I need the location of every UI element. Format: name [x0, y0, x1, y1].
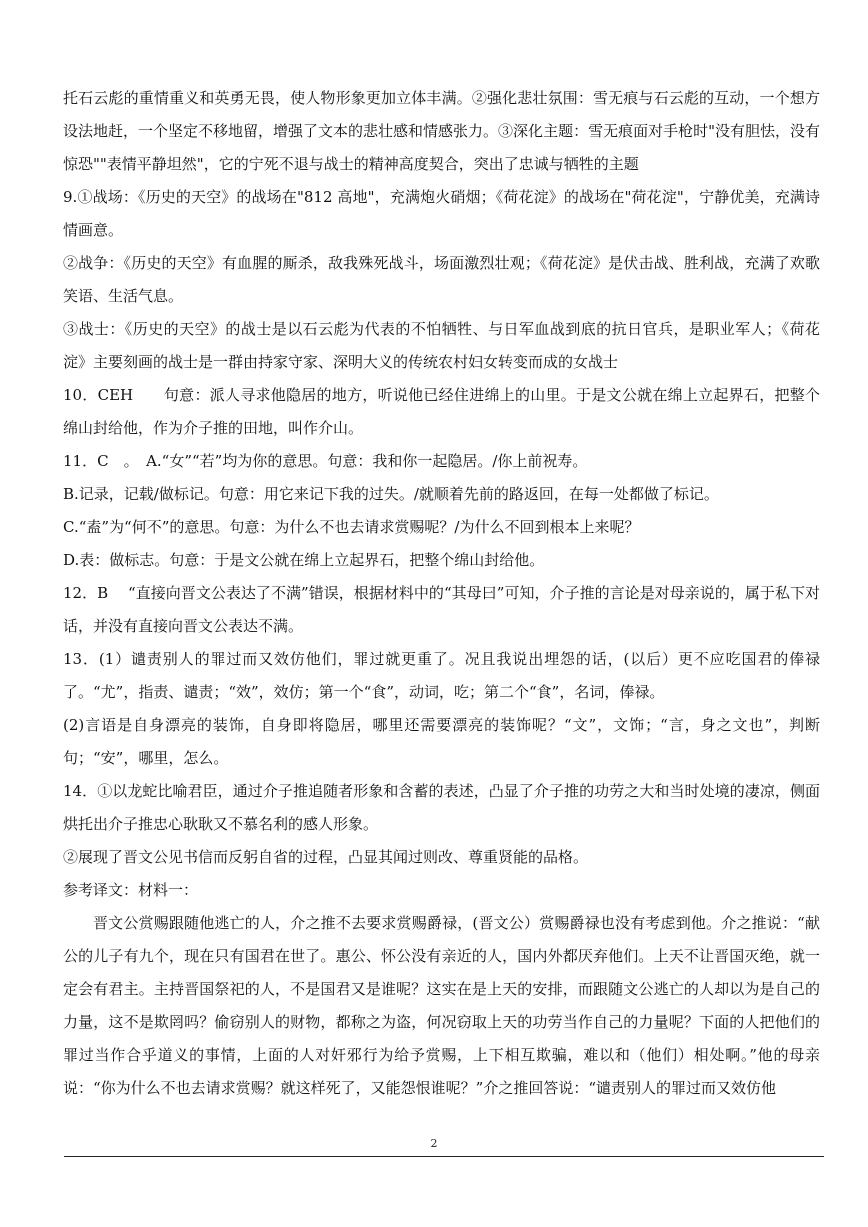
- paragraph-q14-2: ②展现了晋文公见书信而反躬自省的过程，凸显其闻过则改、尊重贤能的品格。: [63, 848, 589, 866]
- answer-text-body: [63, 82, 820, 1105]
- paragraph-q11-a: 11．C 。 A.“女”“若”均为你的意思。句意：我和你一起隐居。/你上前祝寿。: [63, 452, 588, 470]
- translation-heading: 参考译文：材料一：: [63, 881, 199, 899]
- paragraph-q13-1: 13．(1）谴责别人的罪过而又效仿他们，罪过就更重了。况且我说出埋怨的话，(以后）更不应吃国君的俸禄了。“尤”，指责、谴责；“效”，效仿；第一个“食”，动词，吃；第二个“食”，名词，俸禄。: [63, 650, 820, 701]
- paragraph-q8-continuation: 托石云彪的重情重义和英勇无畏，使人物形象更加立体丰满。②强化悲壮氛围：雪无痕与石云彪的互动，一个想方设法地赶，一个坚定不移地留，增强了文本的悲壮感和情感张力。③深化主题：雪无痕面对手枪时"没有胆怯，没有惊恐""表情平静坦然"，它的宁死不退与战士的精神高度契合，突出了忠诚与牺牲的主题: [63, 89, 820, 173]
- paragraph-q14-1: 14．①以龙蛇比喻君臣，通过介子推追随者形象和含蓄的表述，凸显了介子推的功劳之大和当时处境的凄凉，侧面烘托出介子推忠心耿耿又不慕名利的感人形象。: [63, 782, 820, 833]
- paragraph-q13-2: (2)言语是自身漂亮的装饰，自身即将隐居，哪里还需要漂亮的装饰呢？“文”，文饰；“言，身之文也”，判断句；“安”，哪里，怎么。: [63, 716, 820, 767]
- paragraph-q9-battlefield: 9.①战场：《历史的天空》的战场在"812 高地"，充满炮火硝烟；《荷花淀》的战场在"荷花淀"，宁静优美，充满诗情画意。: [63, 188, 820, 239]
- paragraph-q11-b: B.记录，记载/做标记。句意：用它来记下我的过失。/就顺着先前的路返回，在每一处都做了标记。: [63, 485, 719, 503]
- paragraph-q10: 10．CEH 句意：派人寻求他隐居的地方，听说他已经住进绵上的山里。于是文公就在绵上立起界石，把整个绵山封给他，作为介子推的田地，叫作介山。: [63, 386, 820, 437]
- page-number: 2: [430, 1137, 438, 1150]
- footer-rule: [64, 1156, 824, 1157]
- paragraph-q12: 12．B “直接向晋文公表达了不满”错误，根据材料中的“其母曰”可知，介子推的言论是对母亲说的，属于私下对话，并没有直接向晋文公表达不满。: [63, 584, 820, 635]
- paragraph-q11-c: C.“盍”为“何不”的意思。句意：为什么不也去请求赏赐呢？/为什么不回到根本上来呢？: [63, 518, 640, 536]
- paragraph-q9-soldiers: ③战士：《历史的天空》的战士是以石云彪为代表的不怕牺牲、与日军血战到底的抗日官兵，是职业军人；《荷花淀》主要刻画的战士是一群由持家守家、深明大义的传统农村妇女转变而成的女战士: [63, 320, 820, 371]
- translation-paragraph: 晋文公赏赐跟随他逃亡的人，介之推不去要求赏赐爵禄，(晋文公）赏赐爵禄也没有考虑到他。介之推说：“献公的儿子有九个，现在只有国君在世了。惠公、怀公没有亲近的人，国内外都厌弃他们。上天不让晋国灭绝，就一定会有君主。主持晋国祭祀的人，不是国君又是谁呢？这实在是上天的安排，而跟随文公逃亡的人却以为是自己的力量，这不是欺罔吗？偷窃别人的财物，都称之为盗，何况窃取上天的功劳当作自己的力量呢？下面的人把他们的罪过当作合乎道义的事情，上面的人对奸邪行为给予赏赐，上下相互欺骗，难以和（他们）相处啊。”他的母亲说：“你为什么不也去请求赏赐？就这样死了，又能怨恨谁呢？”介之推回答说：“谴责别人的罪过而又效仿他: [63, 914, 820, 1097]
- paragraph-q11-d: D.表：做标志。句意：于是文公就在绵上立起界石，把整个绵山封给他。: [63, 551, 545, 569]
- paragraph-q9-war: ②战争：《历史的天空》有血腥的厮杀，敌我殊死战斗，场面激烈壮观；《荷花淀》是伏击战、胜利战，充满了欢歌笑语、生活气息。: [63, 254, 820, 305]
